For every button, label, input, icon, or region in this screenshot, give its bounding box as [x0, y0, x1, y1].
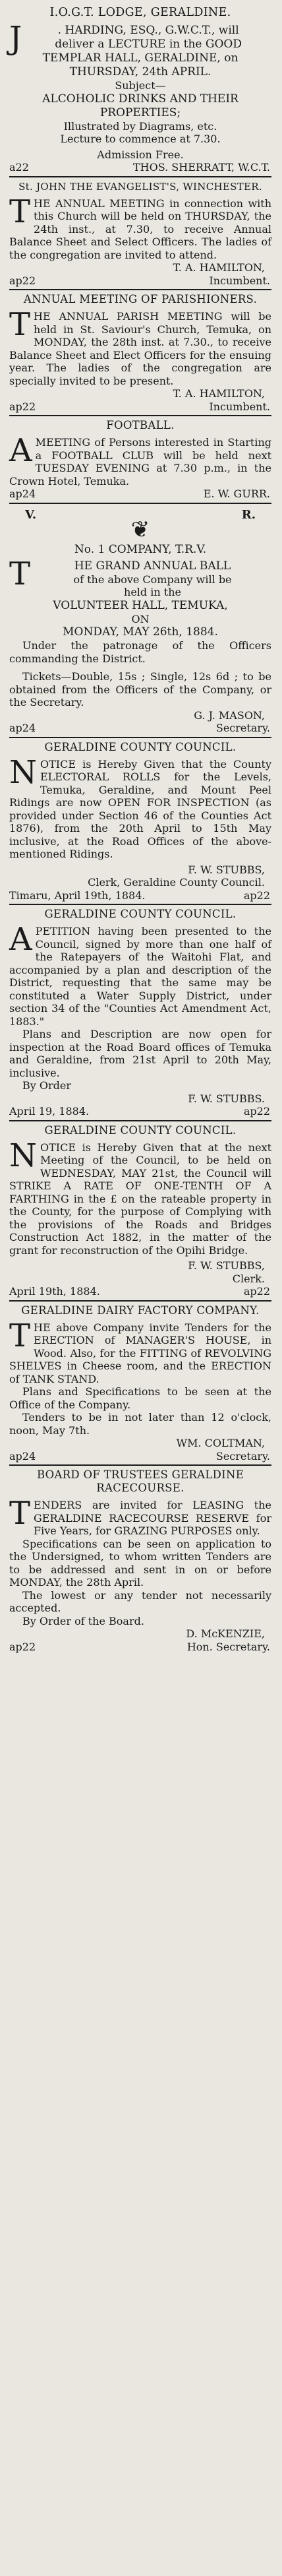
admission-note: Admission Free.: [97, 148, 184, 161]
signer-role: Incumbent.: [209, 400, 270, 413]
royal-v: V.: [25, 507, 37, 522]
ad-header: GERALDINE COUNTY COUNCIL.: [44, 740, 237, 753]
illustrated-note: Illustrated by Diagrams, etc.: [63, 119, 217, 133]
divider: [9, 289, 271, 290]
ad-county-rolls: [9, 741, 271, 902]
ad-header: BOARD OF TRUSTEES GERALDINE RACECOURSE.: [36, 1468, 244, 1494]
ad-line: . HARDING, ESQ., G.W.C.T., will: [57, 24, 239, 37]
date: April 19, 1884.: [9, 1105, 90, 1117]
ad-text: OTICE is Hereby Given that at the next Meeting of the Council, to be held on WEDNESDAY, MAY 21st, the Council will STRIKE A RATE OF ONE-TENTH OF A FARTHING in the £ on the rateable property in the County, for the purpose of Complying with the provisions of the Roads and Bridges Construction Act 1882, in the matter of the grant for reconstruction of the Opihi Bridge.: [9, 1141, 271, 1257]
signer-role: Clerk.: [232, 1272, 265, 1285]
ad-header: FOOTBALL.: [106, 419, 175, 431]
insertion-code: a22: [9, 161, 29, 173]
ad-county-petition: [9, 908, 271, 1118]
crest-icon: ❦: [130, 516, 150, 543]
signer: F. W. STUBBS.: [188, 1092, 265, 1105]
date: April 19th, 1884.: [9, 1285, 100, 1298]
insertion-code: ap24: [9, 722, 36, 734]
divider: [9, 737, 271, 738]
ad-line: of the above Company will be: [73, 573, 232, 586]
signer: THOS. SHERRATT, W.C.T.: [132, 161, 270, 173]
ad-football: [9, 419, 271, 501]
ad-text: MEETING of Persons interested in Starting a FOOTBALL CLUB will be held next TUESDAY EVENING at 7.30 p.m., in the Crown Hotel, Temuka.: [9, 436, 271, 487]
divider: [9, 415, 271, 416]
by-order: By Order: [22, 1079, 72, 1092]
royal-r: R.: [241, 507, 256, 522]
drop-cap: A: [9, 432, 32, 469]
signer-role: Hon. Secretary.: [186, 1640, 270, 1653]
drop-cap: N: [9, 1137, 37, 1174]
subject-title: ALCOHOLIC DRINKS AND THEIR PROPERTIES;: [42, 92, 239, 119]
drop-cap: T: [9, 1495, 31, 1532]
drop-cap: T: [9, 193, 31, 230]
ad-header: ANNUAL MEETING OF PARISHIONERS.: [23, 293, 258, 305]
signer: E. W. GURR.: [203, 487, 270, 500]
ad-volunteer-ball: [9, 507, 271, 735]
company-title: No. 1 COMPANY, T.R.V.: [74, 542, 207, 556]
signer: T. A. HAMILTON,: [173, 387, 265, 400]
ad-text-2: Plans and Description are now open for inspection at the Road Board offices of Temuka and Geraldine, from 21st April to 20th May, inclusive.: [9, 1028, 271, 1079]
ad-st-john: [9, 180, 271, 288]
ad-text: PETITION having been presented to the Council, signed by more than one half of the Ratepayers of the Waitohi Flat, and accompanied by a plan and description of the District, requesting that the same may be constituted a Water Supply District, under section 34 of the "Counties Act Amendment Act, 1883.": [9, 925, 271, 1028]
ad-header: I.O.G.T. LODGE, GERALDINE.: [49, 6, 231, 19]
signer: F. W. STUBBS,: [188, 1259, 265, 1272]
ad-text: HE ANNUAL MEETING in connection with this Church will be held on THURSDAY, the 24th inst., at 7.30, to receive Annual Balance Sheet and Select Officers. The ladies of the congregation are invited to attend.: [9, 197, 271, 261]
ad-parishioners: [9, 293, 271, 413]
ad-line: deliver a LECTURE in the GOOD: [55, 38, 242, 51]
ad-header: St. JOHN THE EVANGELIST'S, WINCHESTER.: [18, 180, 262, 193]
ad-line: HE GRAND ANNUAL BALL: [74, 559, 231, 573]
divider: [9, 1120, 271, 1121]
patronage-text: Under the patronage of the Officers commanding the District.: [9, 639, 271, 665]
ad-iogt-lodge: [9, 5, 271, 174]
signer-role: Clerk, Geraldine County Council.: [88, 876, 265, 889]
divider: [9, 176, 271, 177]
ad-line: MONDAY, MAY 26th, 1884.: [63, 625, 218, 639]
ad-racecourse: [9, 1468, 271, 1653]
place-date: Timaru, April 19th, 1884.: [9, 889, 146, 902]
by-order: By Order of the Board.: [22, 1614, 144, 1627]
insertion-code: ap22: [9, 274, 36, 287]
ad-text-3: The lowest or any tender not necessarily accepted.: [9, 1588, 271, 1614]
insertion-code: ap22: [243, 1105, 270, 1117]
ad-text-2: Plans and Specifications to be seen at the Office of the Company.: [9, 1385, 271, 1411]
ad-line: held in the: [124, 586, 181, 598]
ad-line: ON: [131, 612, 150, 625]
drop-cap: T: [9, 306, 31, 343]
drop-cap: J: [9, 20, 22, 57]
signer: WM. COLTMAN,: [176, 1437, 265, 1449]
ad-dairy-factory: [9, 1304, 271, 1463]
ad-header: GERALDINE COUNTY COUNCIL.: [44, 1123, 237, 1137]
insertion-code: ap22: [243, 1285, 270, 1298]
insertion-code: ap24: [9, 1449, 36, 1462]
insertion-code: ap24: [9, 487, 36, 500]
tickets-text: Tickets—Double, 15s ; Single, 12s 6d ; to be obtained from the Officers of the Company, or the Secretary.: [9, 670, 271, 708]
signer-role: Secretary.: [215, 1449, 270, 1462]
signer: T. A. HAMILTON,: [173, 261, 265, 274]
insertion-code: ap22: [9, 400, 36, 413]
drop-cap: T: [9, 1317, 31, 1354]
divider: [9, 1300, 271, 1302]
ad-county-rate: [9, 1124, 271, 1298]
divider: [9, 1464, 271, 1466]
ad-text: ENDERS are invited for LEASING the GERALDINE RACECOURSE RESERVE for Five Years, for GRAZING PURPOSES only.: [34, 1499, 271, 1537]
ad-line: TEMPLAR HALL, GERALDINE, on: [42, 51, 239, 65]
ad-text: HE ANNUAL PARISH MEETING will be held in St. Saviour's Church, Temuka, on MONDAY, the 28th inst. at 7.30., to receive Balance Sheet and Elect Officers for the ensuing year. The ladies of the congregation are specially invited to be present.: [9, 310, 271, 387]
ad-text-3: Tenders to be in not later than 12 o'clock, noon, May 7th.: [9, 1411, 271, 1437]
divider: [9, 904, 271, 905]
subject-label: Subject—: [115, 79, 166, 92]
signer-role: Incumbent.: [209, 274, 270, 287]
ad-text-2: Specifications can be seen on application to the Undersigned, to whom written Tenders are to be addressed and sent in on or before MONDAY, the 28th April.: [9, 1537, 271, 1588]
ad-header: GERALDINE COUNTY COUNCIL.: [44, 908, 237, 920]
signer: G. J. MASON,: [194, 708, 265, 722]
ad-text: HE above Company invite Tenders for the ERECTION of MANAGER'S HOUSE, in Wood. Also, for the FITTING of REVOLVING SHELVES in Cheese room, and the ERECTION of TANK STAND.: [9, 1321, 271, 1385]
insertion-code: ap22: [9, 1640, 36, 1653]
divider: [9, 503, 271, 504]
drop-cap: A: [9, 921, 32, 958]
commence-note: Lecture to commence at 7.30.: [60, 133, 221, 145]
ad-header: GERALDINE DAIRY FACTORY COMPANY.: [21, 1304, 260, 1317]
ad-text: OTICE is Hereby Given that the County ELECTORAL ROLLS for the Levels, Temuka, Geraldine, and Mount Peel Ridings are now OPEN FOR INSPECTION (as provided under Section 46 of the Counties Act 1876), from the 20th April to 15th May inclusive, at the Road Offices of the above-mentioned Ridings.: [9, 757, 271, 860]
ad-line: THURSDAY, 24th APRIL.: [69, 65, 212, 79]
insertion-code: ap22: [243, 889, 270, 902]
drop-cap: T: [9, 555, 31, 592]
signer-role: Secretary.: [215, 722, 270, 734]
signer: D. McKENZIE,: [186, 1627, 265, 1640]
signer: F. W. STUBBS,: [188, 863, 265, 876]
ad-line: VOLUNTEER HALL, TEMUKA,: [53, 598, 228, 612]
drop-cap: N: [9, 753, 37, 791]
